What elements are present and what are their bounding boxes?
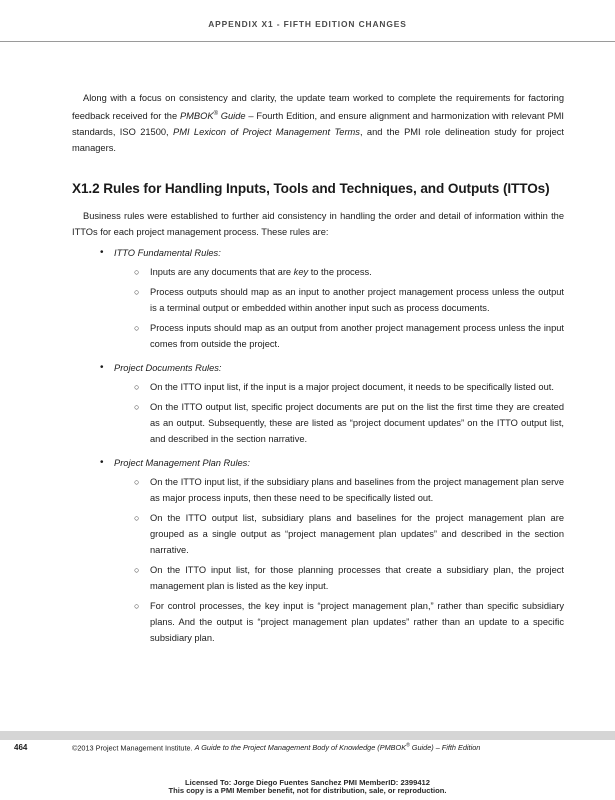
intro-text-2: – Fourth Edition, and ensure alignment and harmonization with relevant PMI standards, ISO 21500, bbox=[72, 111, 564, 138]
list-item: ○ On the ITTO output list, subsidiary plans and baselines for the project management plan are grouped as a single output as “project management plan updates” and described in the section narrative. bbox=[72, 510, 564, 558]
list-item: ○ On the ITTO output list, specific project documents are put on the list the first time they are created as an output. Subsequently, these are listed as “project document updates” on the ITTO output list, and described in the section narrative. bbox=[72, 399, 564, 447]
section-heading: X1.2 Rules for Handling Inputs, Tools and Techniques, and Outputs (ITTOs) bbox=[72, 181, 550, 197]
circle-bullet-icon: ○ bbox=[134, 402, 140, 413]
circle-bullet-icon: ○ bbox=[134, 565, 140, 576]
copyright-line: ©2013 Project Management Institute. A Guide to the Project Management Body of Knowledge (PMBOK® Guide) – Fifth Edition bbox=[72, 743, 481, 753]
footer-bar bbox=[0, 731, 615, 740]
header-divider bbox=[0, 41, 615, 42]
group-title: Project Management Plan Rules: bbox=[114, 458, 250, 469]
bullet-icon: • bbox=[100, 247, 104, 259]
rule-group-project-documents bbox=[72, 360, 564, 447]
rule-group-itto-fundamental bbox=[72, 245, 564, 352]
rule-group-pm-plan bbox=[72, 455, 564, 646]
group-title: Project Documents Rules: bbox=[114, 363, 222, 374]
license-line-1: Licensed To: Jorge Diego Fuentes Sanchez PMI MemberID: 2399412 bbox=[184, 778, 431, 787]
list-item: ○ Process outputs should map as an input to another project management process unless the output is a terminal output or embedded within another input such as process documents. bbox=[72, 284, 564, 316]
rules-list bbox=[72, 245, 564, 646]
list-item: ○ On the ITTO input list, for those planning processes that create a subsidiary plan, the project management plan is listed as the key input. bbox=[72, 562, 564, 594]
license-notice bbox=[0, 779, 615, 795]
page-content bbox=[72, 90, 564, 654]
guide-title: A Guide to the Project Management Body of Knowledge (PMBOK® Guide) – Fifth Edition bbox=[194, 743, 481, 753]
intro-text-3: , and the PMI role delineation study for project managers. bbox=[72, 127, 564, 154]
list-item: ○ Process inputs should map as an output from another project management process unless the input comes from outside the project. bbox=[72, 320, 564, 352]
circle-bullet-icon: ○ bbox=[134, 287, 140, 298]
pmbok-title: PMBOK® Guide bbox=[179, 111, 246, 122]
circle-bullet-icon: ○ bbox=[134, 323, 140, 334]
bullet-icon: • bbox=[100, 362, 104, 374]
circle-bullet-icon: ○ bbox=[134, 382, 140, 393]
license-line-2: This copy is a PMI Member benefit, not for distribution, sale, or reproduction. bbox=[168, 786, 447, 795]
circle-bullet-icon: ○ bbox=[134, 513, 140, 524]
intro-text-1: Along with a focus on consistency and clarity, the update team worked to complete the requirements for factoring feedback received for the bbox=[72, 93, 564, 122]
intro-paragraph bbox=[72, 90, 564, 156]
list-item: ○ Inputs are any documents that are key to the process. bbox=[72, 264, 564, 280]
circle-bullet-icon: ○ bbox=[134, 477, 140, 488]
emphasis-key: key bbox=[293, 267, 309, 278]
list-item: ○ On the ITTO input list, if the subsidiary plans and baselines from the project management plan serve as major process inputs, then these need to be specifically listed out. bbox=[72, 474, 564, 506]
circle-bullet-icon: ○ bbox=[134, 267, 140, 278]
page-number: 464 bbox=[14, 743, 28, 752]
running-header: APPENDIX X1 - FIFTH EDITION CHANGES bbox=[208, 19, 407, 29]
list-item: ○ On the ITTO input list, if the input is a major project document, it needs to be specifically listed out. bbox=[72, 379, 564, 395]
page-header bbox=[0, 0, 615, 42]
list-item: ○ For control processes, the key input is “project management plan,” rather than specific subsidiary plans. And the output is “project management plan updates” rather than an update to a specific subsidiary plan. bbox=[72, 598, 564, 646]
bullet-icon: • bbox=[100, 457, 104, 469]
group-title: ITTO Fundamental Rules: bbox=[114, 248, 221, 259]
section-intro: Business rules were established to further aid consistency in handling the order and detail of information within the ITTOs for each project management process. These rules are: bbox=[72, 211, 564, 238]
circle-bullet-icon: ○ bbox=[134, 601, 140, 612]
lexicon-title: PMI Lexicon of Project Management Terms bbox=[173, 127, 360, 138]
